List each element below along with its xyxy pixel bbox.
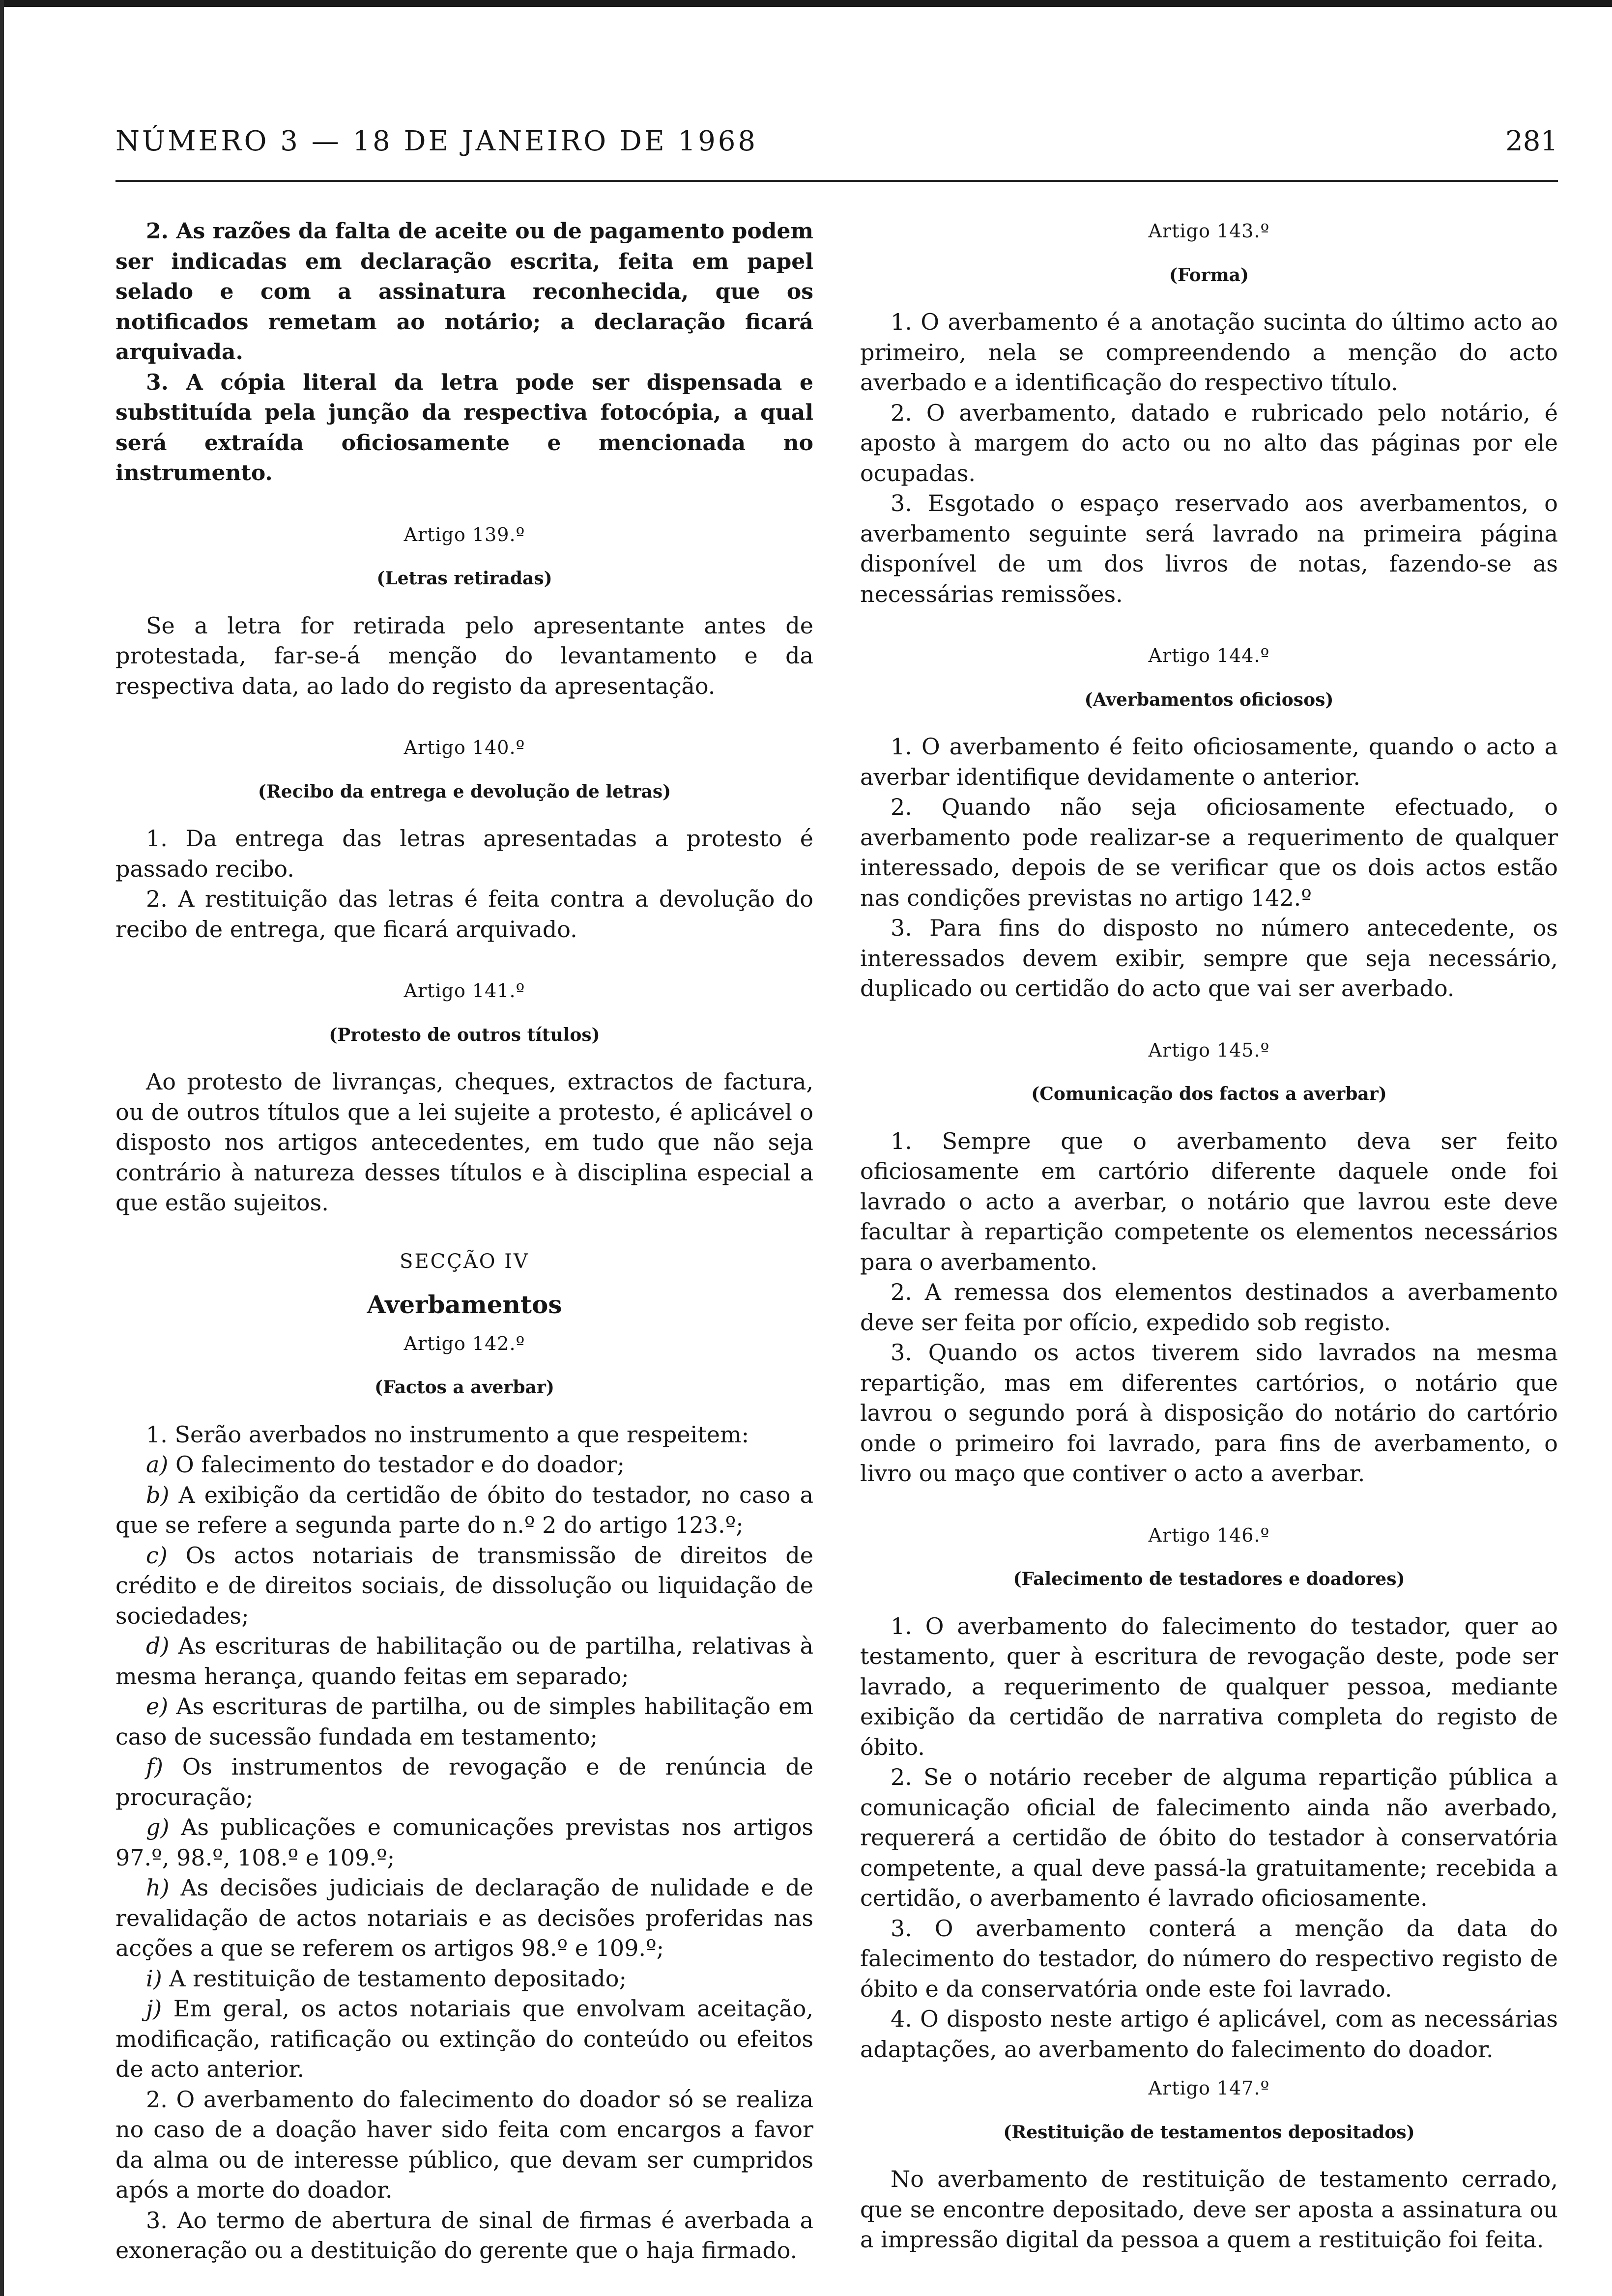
article-title: (Restituição de testamentos depositados) [1003, 2122, 1415, 2143]
paragraph: 1. Serão averbados no instrumento a que respeitem: [146, 1421, 749, 1448]
paragraph: 1. Sempre que o averbamento deva ser feito oficiosamente em cartório diferente daquele onde foi lavrado o acto a averbar, o notário que lavrou este deve facultar à repartição competente os elementos necessários para o averbamento. [860, 1127, 1558, 1275]
paragraph: 3. O averbamento conterá a menção da data do falecimento do testador, do número do respectivo registo de óbito e da conservatória onde este foi lavrado. [860, 1915, 1558, 2002]
article-title: (Forma) [1169, 264, 1249, 286]
paragraph: 2. O averbamento do falecimento do doador só se realiza no caso de a doação haver sido feita com encargos a favor da alma ou de interesse público, que devam ser cumpridos após a morte do doador. [115, 2086, 813, 2203]
paragraph: 3. Quando os actos tiverem sido lavrados na mesma repartição, mas em diferentes cartórios, o notário que lavrou o segundo porá à disposição do notário do cartório onde o primeiro foi lavrado, para fins de averbamento, o livro ou maço que contiver o acto a averbar. [860, 1339, 1558, 1487]
list-item [115, 1631, 813, 1692]
list-item [115, 1994, 813, 2085]
list-item [115, 1873, 813, 1964]
item-text: As escrituras de habilitação ou de partilha, relativas à mesma herança, quando feitas em separado; [115, 1633, 813, 1690]
item-letter: c) [146, 1542, 168, 1569]
item-text: Em geral, os actos notariais que envolvam aceitação, modificação, ratificação ou extinção do conteúdo ou efeitos de acto anterior. [115, 1995, 813, 2082]
article-label: Artigo 147.º [1148, 2077, 1270, 2099]
item-text: A exibição da certidão de óbito do testador, no caso a que se refere a segunda parte do n.º 2 do artigo 123.º; [115, 1481, 813, 1538]
item-text: Os actos notariais de transmissão de direitos de crédito e de direitos sociais, de dissolução ou liquidação de sociedades; [115, 1542, 814, 1629]
item-letter: d) [146, 1633, 170, 1659]
paragraph: 2. O averbamento, datado e rubricado pelo notário, é aposto à margem do acto ou no alto das páginas por ele ocupadas. [860, 399, 1558, 487]
left-border [0, 0, 4, 2296]
item-letter: g) [146, 1814, 170, 1840]
item-letter: b) [146, 1481, 170, 1508]
list-item [115, 1812, 813, 1873]
paragraph: Ao protesto de livranças, cheques, extractos de factura, ou de outros títulos que a lei sujeite a protesto, é aplicável o disposto nos artigos antecedentes, em tudo que não seja contrário à natureza desses títulos e à disciplina especial a que estão sujeitos. [115, 1068, 813, 1216]
header-divider [115, 180, 1558, 182]
page-header [115, 125, 1558, 170]
paragraph: 3. A cópia literal da letra pode ser dispensada e substituída pela junção da respectiva fotocópia, a qual será extraída oficiosamente e mencionada no instrumento. [115, 370, 813, 486]
article-title: (Protesto de outros títulos) [329, 1024, 600, 1045]
section-title: Averbamentos [367, 1290, 562, 1319]
section-label: SECÇÃO IV [400, 1250, 529, 1273]
list-item [115, 1450, 813, 1480]
article-title: (Averbamentos oficiosos) [1084, 689, 1334, 710]
article-title: (Comunicação dos factos a averbar) [1031, 1084, 1387, 1104]
paragraph: 1. O averbamento é a anotação sucinta do último acto ao primeiro, nela se compreendendo a menção do acto averbado e a identificação do respectivo título. [860, 309, 1558, 396]
item-text: A restituição de testamento depositado; [169, 1965, 627, 1992]
item-letter: i) [146, 1965, 162, 1992]
item-letter: h) [146, 1874, 170, 1901]
right-column [860, 216, 1558, 2255]
article-label: Artigo 140.º [403, 737, 525, 758]
paragraph: 2. As razões da falta de aceite ou de pagamento podem ser indicadas em declaração escrita, feita em papel selado e com a assinatura reconhecida, que os notificados remetam ao notário; a declaração ficará arquivada. [115, 219, 813, 365]
item-text: O falecimento do testador e do doador; [175, 1451, 625, 1478]
paragraph: Se a letra for retirada pelo apresentante antes de protestada, far-se-á menção do levantamento e da respectiva data, ao lado do registo da apresentação. [115, 612, 813, 699]
list-item [115, 1480, 813, 1541]
item-text: As escrituras de partilha, ou de simples habilitação em caso de sucessão fundada em testamento; [115, 1693, 813, 1750]
list-item [115, 1692, 813, 1752]
item-letter: e) [146, 1693, 169, 1720]
paragraph: 2. A remessa dos elementos destinados a averbamento deve ser feita por ofício, expedido sob registo. [860, 1279, 1558, 1336]
article-title: (Falecimento de testadores e doadores) [1013, 1569, 1405, 1589]
article-title: (Recibo da entrega e devolução de letras) [258, 781, 671, 802]
item-letter: f) [146, 1753, 163, 1780]
item-text: As publicações e comunicações previstas nos artigos 97.º, 98.º, 108.º e 109.º; [115, 1814, 814, 1871]
paragraph: 3. Para fins do disposto no número antecedente, os interessados devem exibir, sempre que seja necessário, duplicado ou certidão do acto que vai ser averbado. [860, 915, 1558, 1002]
left-column [115, 216, 813, 2266]
article-title: (Letras retiradas) [376, 568, 552, 589]
item-letter: a) [146, 1451, 169, 1478]
paragraph: 2. Se o notário receber de alguma repartição pública a comunicação oficial de falecimento ainda não averbado, requererá a certidão de óbito do testador à conservatória competente, a qual deve passá-la gratuitamente; recebida a certidão, o averbamento é lavrado oficiosamente. [860, 1764, 1558, 1911]
top-border [0, 0, 1612, 7]
article-label: Artigo 139.º [403, 523, 525, 545]
item-text: Os instrumentos de revogação e de renúncia de procuração; [115, 1753, 814, 1810]
list-item [115, 1964, 813, 1994]
issue-line: NÚMERO 3 — 18 DE JANEIRO DE 1968 [115, 125, 758, 157]
paragraph: 1. O averbamento é feito oficiosamente, quando o acto a averbar identifique devidamente o anterior. [860, 733, 1558, 790]
paragraph: 4. O disposto neste artigo é aplicável, com as necessárias adaptações, ao averbamento do falecimento do doador. [860, 2006, 1558, 2063]
paragraph: 3. Esgotado o espaço reservado aos averbamentos, o averbamento seguinte será lavrado na primeira página disponível de um dos livros de notas, fazendo-se as necessárias remissões. [860, 490, 1558, 607]
paragraph: 2. A restituição das letras é feita contra a devolução do recibo de entrega, que ficará arquivado. [115, 886, 813, 943]
article-label: Artigo 145.º [1148, 1039, 1270, 1061]
article-label: Artigo 141.º [403, 980, 525, 1002]
article-title: (Factos a averbar) [374, 1377, 554, 1398]
article-label: Artigo 143.º [1148, 220, 1270, 242]
paragraph: 1. Da entrega das letras apresentadas a protesto é passado recibo. [115, 825, 813, 882]
page-number: 281 [1505, 125, 1558, 157]
article-label: Artigo 142.º [403, 1332, 525, 1354]
paragraph: No averbamento de restituição de testamento cerrado, que se encontre depositado, deve ser aposta a assinatura ou a impressão digital da pessoa a quem a restituição foi feita. [860, 2166, 1558, 2253]
article-label: Artigo 146.º [1148, 1524, 1270, 1546]
paragraph: 1. O averbamento do falecimento do testador, quer ao testamento, quer à escritura de revogação deste, pode ser lavrado, a requerimento de qualquer pessoa, mediante exibição da certidão de narrativa completa do registo de óbito. [860, 1612, 1558, 1760]
paragraph: 3. Ao termo de abertura de sinal de firmas é averbada a exoneração ou a destituição do gerente que o haja firmado. [115, 2207, 813, 2264]
item-letter: j) [146, 1995, 162, 2022]
article-label: Artigo 144.º [1148, 645, 1270, 666]
list-item [115, 1541, 813, 1632]
paragraph: 2. Quando não seja oficiosamente efectuado, o averbamento pode realizar-se a requerimento de qualquer interessado, depois de se verificar que os dois actos estão nas condições previstas no artigo 142.º [860, 794, 1558, 911]
list-item [115, 1752, 813, 1812]
item-text: As decisões judiciais de declaração de nulidade e de revalidação de actos notariais e as decisões proferidas nas acções a que se referem os artigos 98.º e 109.º; [115, 1874, 814, 1961]
